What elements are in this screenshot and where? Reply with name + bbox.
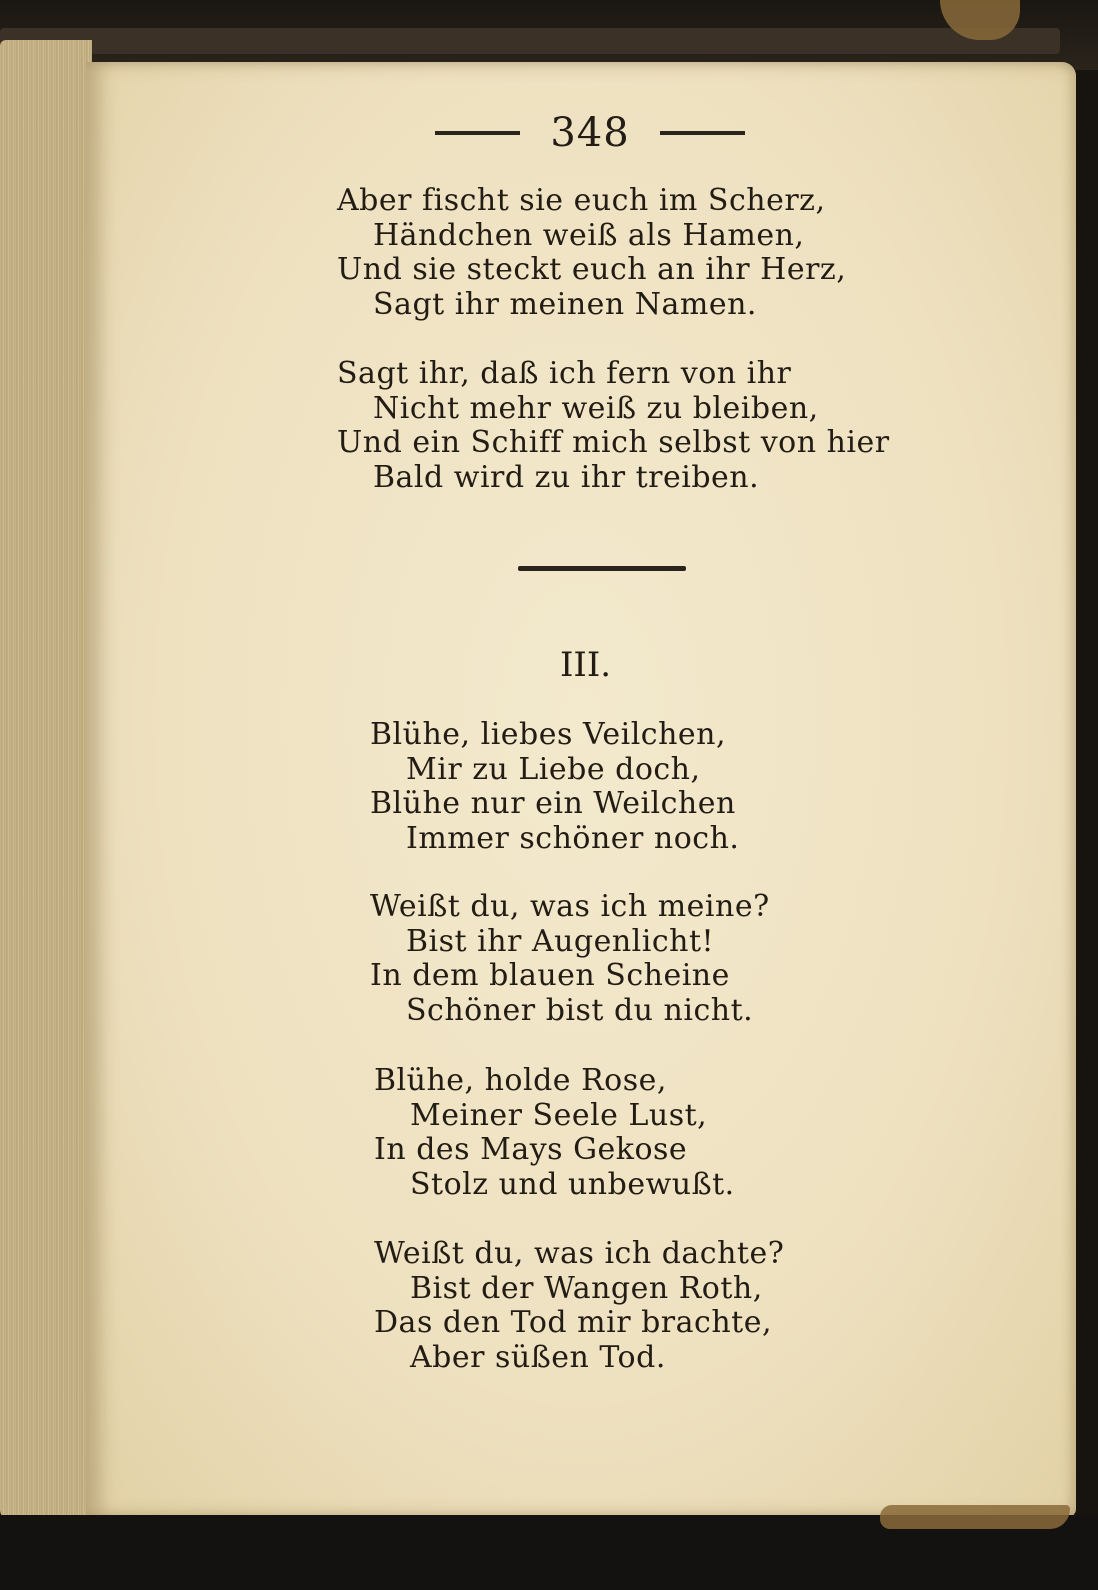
verse-line: Und ein Schiff mich selbst von hier <box>337 425 890 460</box>
verse-line: Meiner Seele Lust, <box>410 1097 708 1133</box>
stanza <box>374 1237 784 1375</box>
verse-line: Blühe, liebes Veilchen, <box>370 717 727 752</box>
verse-line: Sagt ihr meinen Namen. <box>373 286 757 322</box>
stanza <box>337 357 890 495</box>
verse-line: Bald wird zu ihr treiben. <box>373 459 760 495</box>
section-number: III. <box>560 645 612 685</box>
verse-line: In dem blauen Scheine <box>370 958 730 993</box>
verse-line: Weißt du, was ich dachte? <box>374 1236 785 1271</box>
page-header <box>420 108 760 158</box>
verse-line: In des Mays Gekose <box>374 1132 688 1167</box>
stanza <box>374 1064 735 1202</box>
header-dash-right <box>660 131 745 135</box>
stanza <box>337 184 846 322</box>
torn-paper-bottom-right <box>880 1505 1070 1529</box>
verse-line: Immer schöner noch. <box>406 820 740 856</box>
verse-line: Weißt du, was ich meine? <box>370 889 770 924</box>
verse-line: Aber fischt sie euch im Scherz, <box>337 183 826 218</box>
verse-line: Nicht mehr weiß zu bleiben, <box>373 390 819 426</box>
verse-line: Aber süßen Tod. <box>410 1339 666 1375</box>
verse-line: Und sie steckt euch an ihr Herz, <box>337 252 847 287</box>
verse-line: Sagt ihr, daß ich fern von ihr <box>337 356 792 391</box>
section-divider <box>518 566 686 571</box>
verse-line: Schöner bist du nicht. <box>406 992 754 1028</box>
book-page-edges <box>0 40 92 1520</box>
verse-line: Bist der Wangen Roth, <box>410 1270 763 1306</box>
verse-line: Händchen weiß als Hamen, <box>373 217 805 253</box>
stanza <box>370 890 770 1028</box>
stanza <box>370 718 739 856</box>
verse-line: Blühe, holde Rose, <box>374 1063 667 1098</box>
verse-line: Das den Tod mir brachte, <box>374 1305 772 1340</box>
verse-line: Stolz und unbewußt. <box>410 1166 735 1202</box>
verse-line: Blühe nur ein Weilchen <box>370 786 736 821</box>
verse-line: Bist ihr Augenlicht! <box>406 923 715 959</box>
book-cover-strip <box>0 28 1060 54</box>
verse-line: Mir zu Liebe doch, <box>406 751 701 787</box>
header-dash-left <box>435 131 520 135</box>
page-number: 348 <box>550 110 630 156</box>
